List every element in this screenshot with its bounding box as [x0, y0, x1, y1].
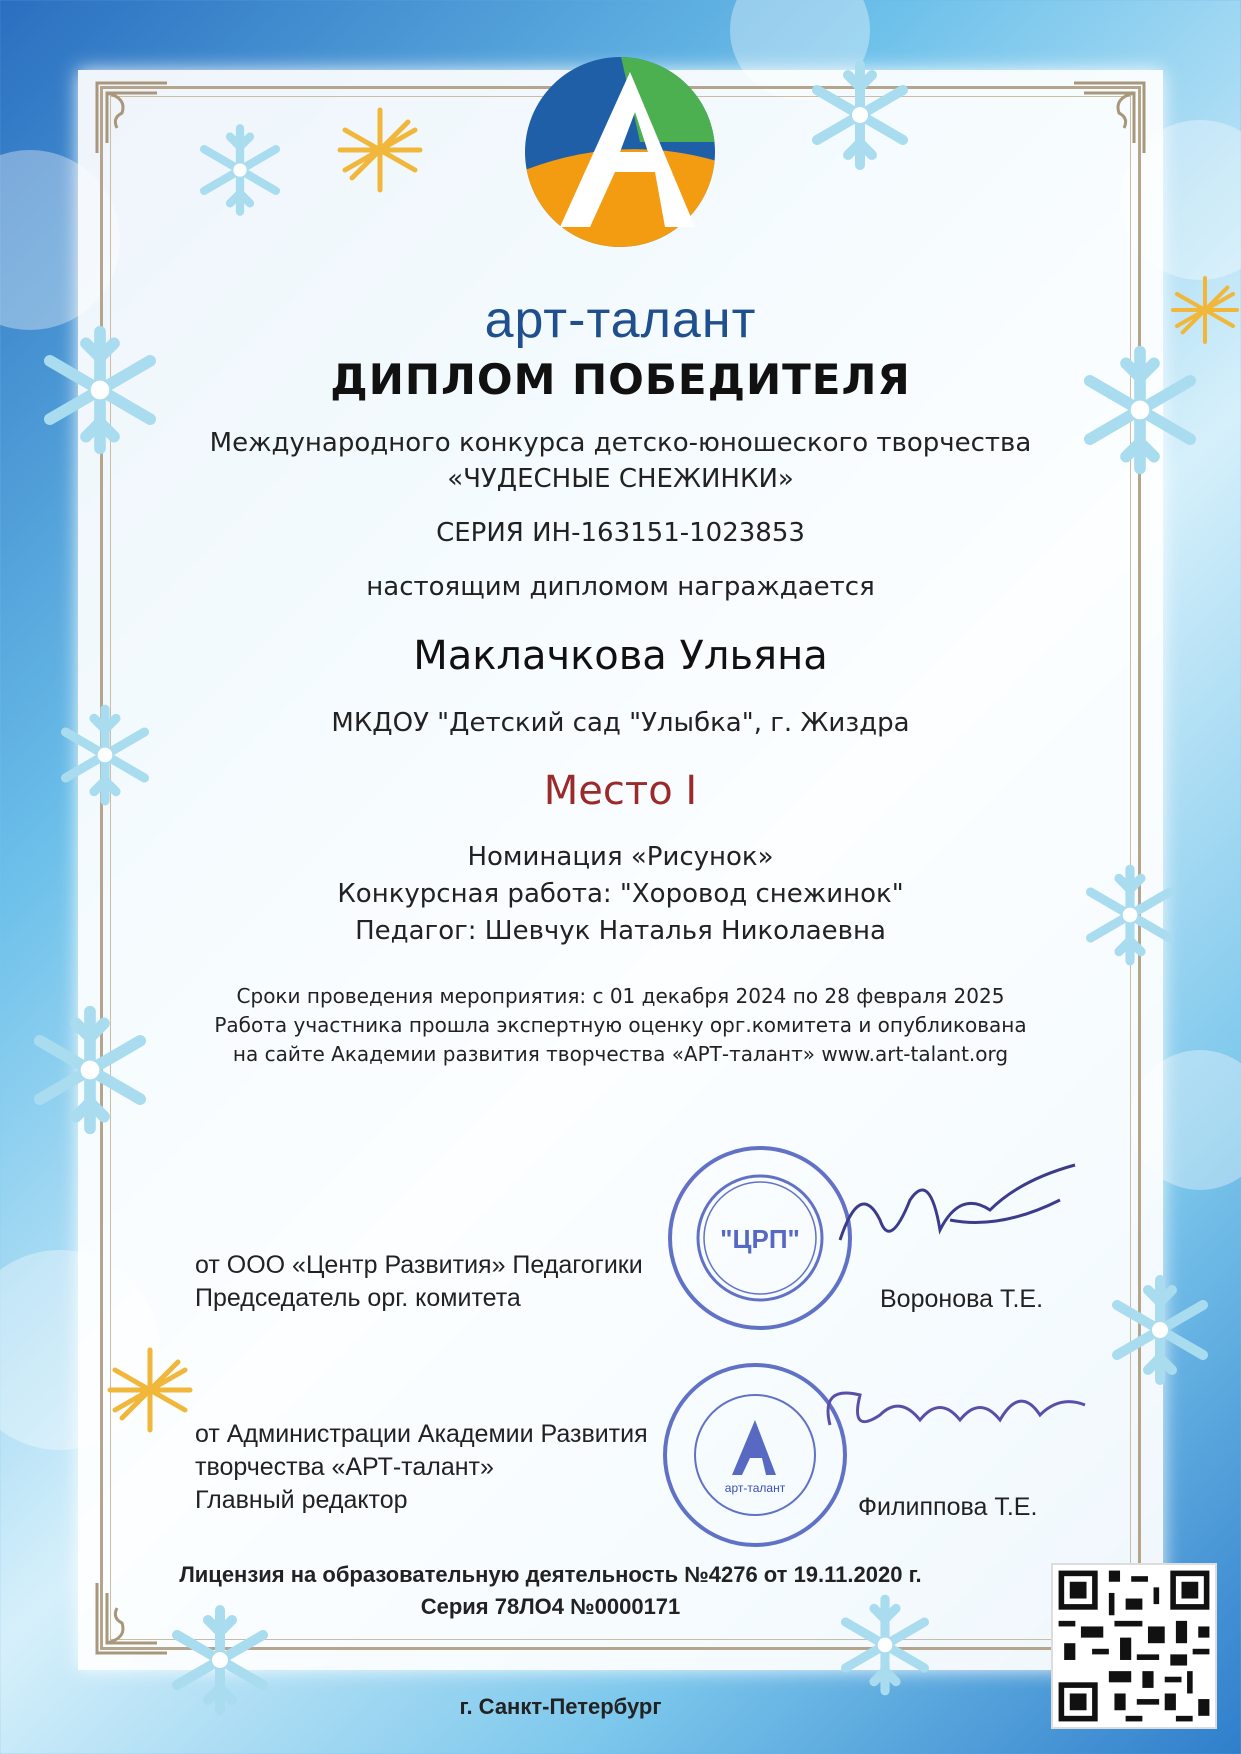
qr-code-icon[interactable] — [1051, 1563, 1217, 1729]
crp-stamp-text: "ЦРП" — [720, 1224, 800, 1254]
license-info — [0, 1562, 1171, 1588]
brand-name: арт-талант — [484, 291, 757, 349]
signature-1-org: от ООО «Центр Развития» Педагогики — [195, 1251, 643, 1279]
city-name: г. Санкт-Петербург — [459, 1694, 662, 1719]
corner-ornament-icon — [1069, 78, 1149, 158]
license-line-2: Серия 78ЛО4 №0000171 — [420, 1594, 681, 1619]
signature-filippova-icon — [810, 1365, 1090, 1455]
teacher: Педагог: Шевчук Наталья Николаевна — [355, 916, 886, 946]
signature-2-role: Главный редактор — [195, 1486, 408, 1514]
crp-stamp-icon — [665, 1143, 855, 1333]
gold-snowflake-icon — [100, 1340, 200, 1440]
signature-voronova-icon — [830, 1160, 1080, 1270]
signature-block-2-text — [195, 1418, 648, 1517]
diploma-title: ДИПЛОМ ПОБЕДИТЕЛЯ — [330, 355, 911, 404]
snowflake-icon — [190, 120, 290, 220]
signature-block-1-text — [195, 1249, 643, 1315]
signature-2-org: от Администрации Академии Развития — [195, 1420, 648, 1448]
event-dates: Сроки проведения мероприятия: с 01 декабря 2024 по 28 февраля 2025 — [236, 984, 1005, 1008]
signer-voronova: Воронова Т.Е. — [880, 1285, 1044, 1313]
city — [0, 1694, 1181, 1720]
contest-description: Международного конкурса детско-юношеского творчества — [209, 428, 1032, 458]
review-note-line1: Работа участника прошла экспертную оценку орг.комитета и опубликована — [214, 1013, 1027, 1037]
awarded-text: настоящим дипломом награждается — [366, 572, 875, 602]
license-series — [0, 1594, 1171, 1620]
review-note-line2: на сайте Академии развития творчества «АРТ-талант» www.art-talant.org — [232, 1042, 1009, 1066]
license-line-1: Лицензия на образовательную деятельность №4276 от 19.11.2020 г. — [179, 1562, 922, 1587]
recipient-organization: МКДОУ "Детский сад "Улыбка", г. Жиздра — [331, 708, 910, 738]
contest-name: «ЧУДЕСНЫЕ СНЕЖИНКИ» — [447, 464, 794, 494]
art-talant-logo-icon — [520, 52, 720, 252]
signer-filippova: Филиппова Т.Е. — [858, 1493, 1038, 1521]
recipient-name: Маклачкова Ульяна — [413, 633, 828, 679]
place-award: Место I — [543, 768, 698, 814]
gold-snowflake-icon — [330, 100, 430, 200]
art-talant-stamp-text: арт-талант — [724, 1481, 786, 1495]
diploma-series: СЕРИЯ ИН-163151-1023853 — [436, 518, 805, 548]
snowflake-icon — [1075, 860, 1185, 970]
signature-1-role: Председатель орг. комитета — [195, 1284, 521, 1312]
nomination: Номинация «Рисунок» — [467, 842, 774, 872]
signature-2-org-name: творчества «АРТ-талант» — [195, 1453, 494, 1481]
snowflake-icon — [800, 55, 920, 175]
corner-ornament-icon — [92, 78, 172, 158]
snowflake-icon — [1100, 1270, 1220, 1390]
contest-work: Конкурсная работа: "Хоровод снежинок" — [337, 879, 904, 909]
